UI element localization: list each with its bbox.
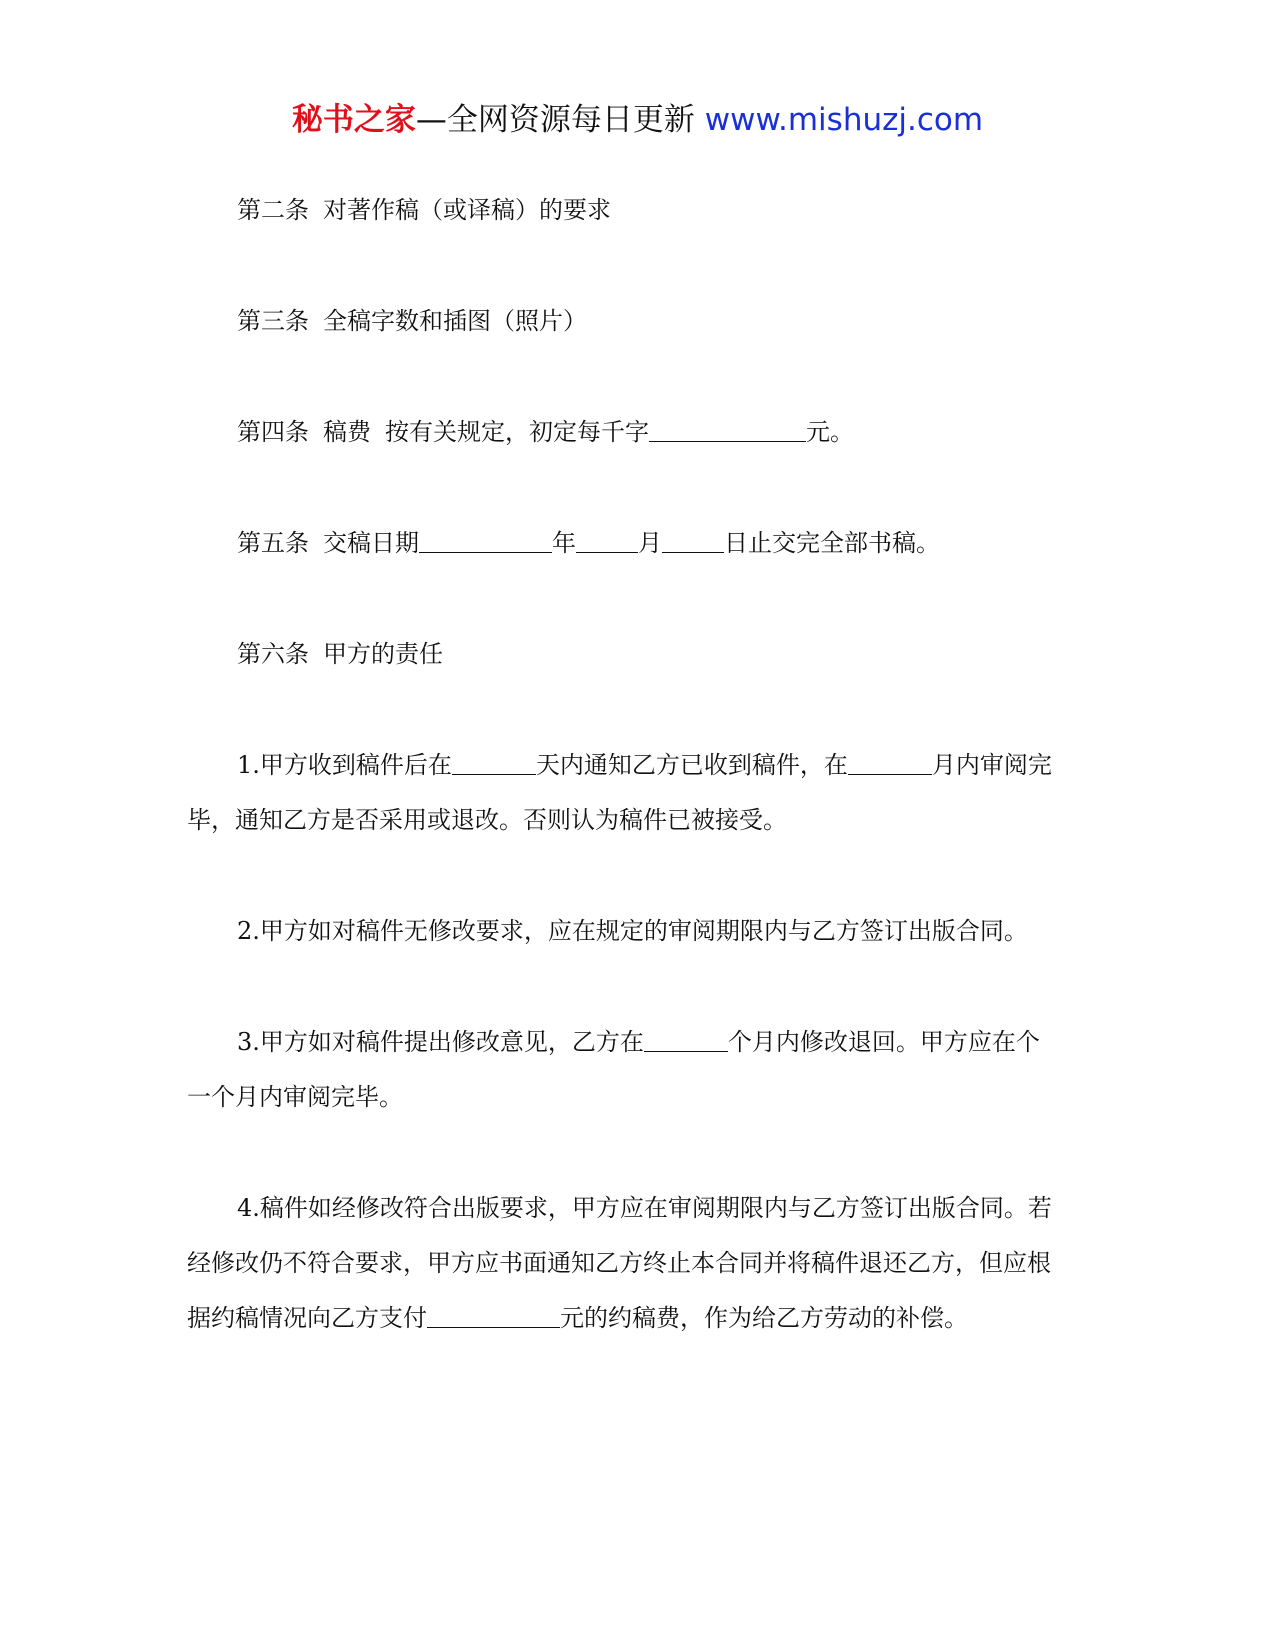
item-1-line-2 (187, 805, 787, 835)
item-3-line-2 (187, 1082, 403, 1112)
revise-months-blank (644, 1027, 728, 1052)
article-2 (237, 195, 611, 225)
item-text: 经修改仍不符合要求，甲方应书面通知乙方终止本合同并将稿件退还乙方，但应根 (187, 1249, 1051, 1277)
item-2 (237, 916, 1028, 946)
site-url-link[interactable]: www.mishuzj.com (704, 102, 984, 138)
item-text: 一个月内审阅完毕。 (187, 1083, 403, 1111)
brand-name: 秘书之家 (291, 102, 416, 138)
item-text: 4.稿件如经修改符合出版要求，甲方应在审阅期限内与乙方签订出版合同。若 (237, 1194, 1052, 1222)
item-text: 3.甲方如对稿件提出修改意见，乙方在 (237, 1028, 644, 1056)
year-blank (419, 528, 552, 553)
item-text: 元的约稿费，作为给乙方劳动的补偿。 (560, 1304, 968, 1332)
item-text: 毕，通知乙方是否采用或退改。否则认为稿件已被接受。 (187, 806, 787, 834)
fee-blank (649, 417, 806, 442)
article-text: 交稿日期 (323, 529, 419, 557)
article-text: 全稿字数和插图（照片） (323, 307, 587, 335)
article-text-end: 日止交完全部书稿。 (724, 529, 940, 557)
article-text: 对著作稿（或译稿）的要求 (323, 196, 611, 224)
article-label: 第五条 (237, 529, 309, 557)
months-blank (848, 750, 932, 775)
article-label: 第三条 (237, 307, 309, 335)
article-5 (237, 528, 940, 558)
article-label: 第二条 (237, 196, 309, 224)
article-title: 稿费 (323, 418, 371, 446)
article-text: 甲方的责任 (323, 640, 443, 668)
item-4-line-2 (187, 1248, 1051, 1278)
compensation-blank (427, 1303, 560, 1328)
days-blank (452, 750, 536, 775)
header-tagline: —全网资源每日更新 (415, 102, 695, 138)
item-4-line-3 (187, 1303, 968, 1333)
article-6 (237, 639, 443, 669)
month-blank (576, 528, 638, 553)
item-text: 月内审阅完 (931, 751, 1052, 779)
day-blank (662, 528, 724, 553)
year-label: 年 (552, 529, 576, 557)
article-label: 第四条 (237, 418, 309, 446)
item-text: 据约稿情况向乙方支付 (187, 1304, 427, 1332)
article-label: 第六条 (237, 640, 309, 668)
article-4 (237, 417, 854, 447)
item-text: 1.甲方收到稿件后在 (237, 751, 452, 779)
item-text: 个月内修改退回。甲方应在个 (727, 1028, 1040, 1056)
item-3-line-1 (237, 1027, 1040, 1057)
item-4-line-1 (237, 1193, 1052, 1223)
site-header (0, 100, 1275, 140)
article-text-end: 元。 (806, 418, 854, 446)
month-label: 月 (638, 529, 662, 557)
article-3 (237, 306, 587, 336)
item-text: 天内通知乙方已收到稿件，在 (535, 751, 848, 779)
item-1-line-1 (237, 750, 1052, 780)
item-text: 2.甲方如对稿件无修改要求，应在规定的审阅期限内与乙方签订出版合同。 (237, 917, 1028, 945)
article-text: 按有关规定，初定每千字 (385, 418, 649, 446)
